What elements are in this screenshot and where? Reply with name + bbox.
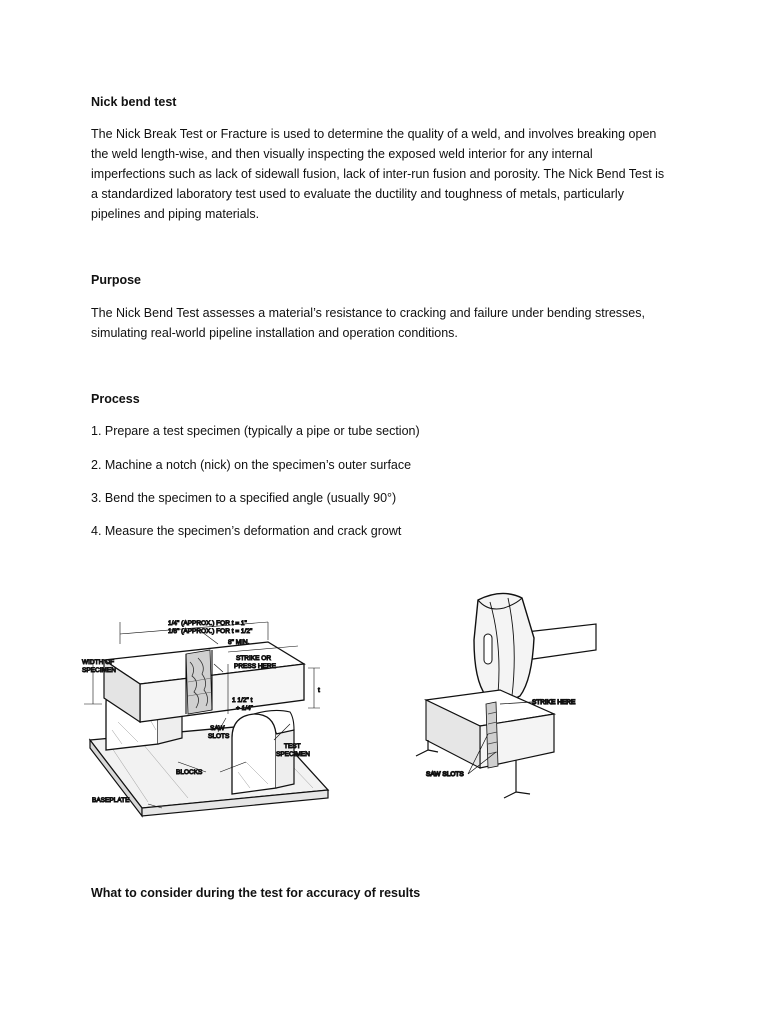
right-block-shape — [232, 714, 276, 794]
figure-hammer-strike — [408, 584, 598, 802]
text-line: The Nick Bend Test assesses a material’s resistance to cracking and failure under bending stresses, — [91, 306, 645, 320]
paragraph-nick-bend — [91, 124, 691, 224]
label-baseplate: BASEPLATE — [92, 797, 130, 804]
text-line: the weld length-wise, and then visually inspecting the exposed weld interior for any internal — [91, 147, 593, 161]
label-dim-4: + 1/4" — [236, 705, 253, 712]
heading-purpose: Purpose — [91, 273, 142, 287]
process-step-3: 3. Bend the specimen to a specified angle (usually 90°) — [91, 491, 397, 505]
label-slots: SLOTS — [208, 733, 230, 740]
label-press-here: PRESS HERE — [234, 663, 276, 670]
label-saw-slots: SAW SLOTS — [426, 771, 464, 778]
process-step-4: 4. Measure the specimen’s deformation and crack growt — [91, 524, 402, 538]
text-line: pipelines and piping materials. — [91, 207, 260, 221]
text-line: simulating real-world pipeline installation and operation conditions. — [91, 326, 458, 340]
label-t: t — [318, 687, 320, 694]
paragraph-purpose — [91, 303, 691, 343]
text-line: imperfections such as lack of sidewall fusion, lack of inter-run fusion and porosity. The Nick Bend Test is — [91, 167, 665, 181]
hammer-handle-shape — [526, 624, 596, 660]
label-test: TEST — [284, 743, 301, 750]
label-width-of: WIDTH OF — [82, 659, 115, 666]
text-line: The Nick Break Test or Fracture is used to determine the quality of a weld, and involves breaking open — [91, 127, 657, 141]
text-line: a standardized laboratory test used to evaluate the ductility and toughness of metals, particularly — [91, 187, 624, 201]
label-test-specimen: SPECIMEN — [276, 751, 310, 758]
heading-nick-bend-test: Nick bend test — [91, 95, 177, 109]
process-step-1: 1. Prepare a test specimen (typically a pipe or tube section) — [91, 424, 420, 438]
heading-process: Process — [91, 392, 140, 406]
label-specimen: SPECIMEN — [82, 667, 116, 674]
label-dim-1: 1/4" (APPROX.) FOR t = 1" — [168, 620, 247, 627]
hammer-head-shape — [474, 593, 534, 701]
label-blocks: BLOCKS — [176, 769, 203, 776]
label-min: 8" MIN. — [228, 639, 250, 646]
process-step-2: 2. Machine a notch (nick) on the specimen’s outer surface — [91, 458, 412, 472]
label-saw: SAW — [210, 725, 225, 732]
figure-test-fixture — [78, 612, 340, 830]
heading-what-to-consider: What to consider during the test for accuracy of results — [91, 886, 421, 900]
label-dim-3: 1 1/2" t — [232, 697, 253, 704]
label-dim-2: 1/8" (APPROX.) FOR t = 1/2" — [168, 628, 253, 635]
label-strike-or: STRIKE OR — [236, 655, 272, 662]
label-strike-here: STRIKE HERE — [532, 699, 576, 706]
